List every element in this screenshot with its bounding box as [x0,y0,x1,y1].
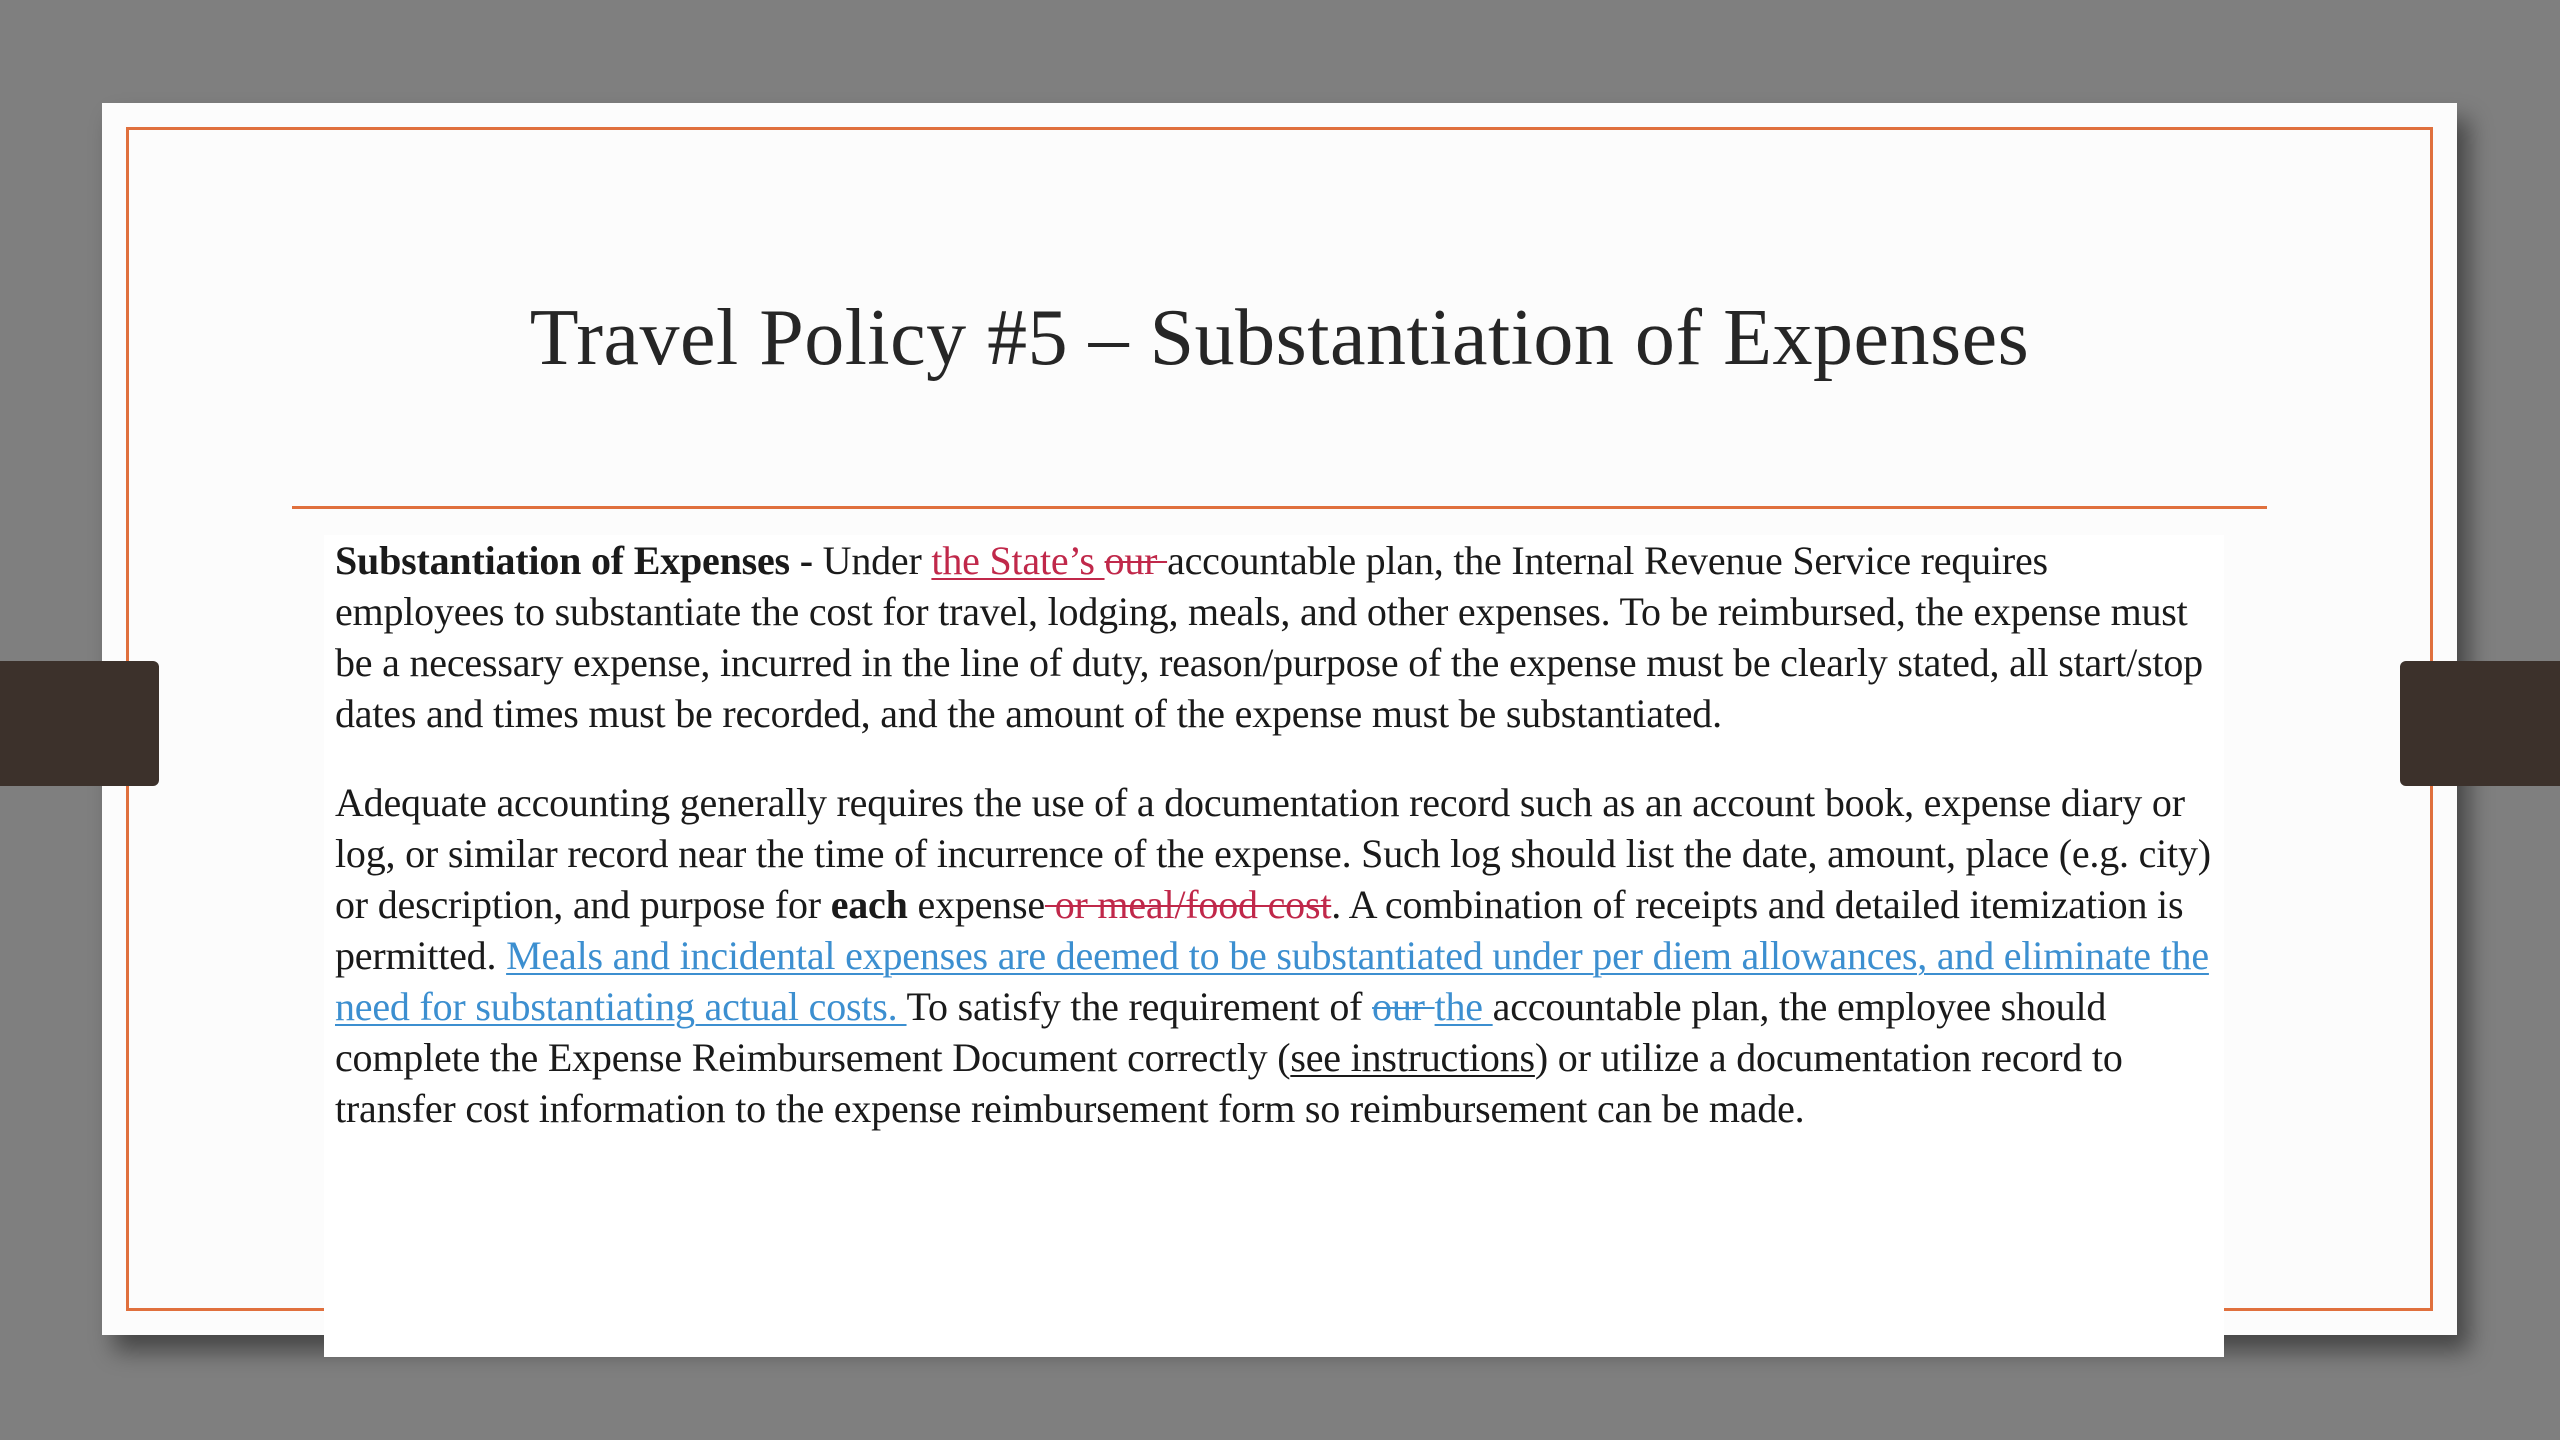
slide-title: Travel Policy #5 – Substantiation of Expenses [529,294,2030,382]
text-part-3: . A combination of receipts and detailed itemization is permitted. [335,882,2184,978]
see-instructions-link[interactable]: see instructions [1290,1035,1535,1080]
inserted-text-states: the State’s [931,538,1105,583]
paragraph-heading: Substantiation of Expenses - [335,538,813,583]
text-part-5: accountable plan, the employee should complete the Expense Reimbursement Document correctly ( [335,984,2107,1080]
deleted-text-meal-cost: or meal/food cost [1044,882,1332,927]
text-part-2: expense [907,882,1045,927]
paragraph-substantiation [335,535,2214,739]
text-part-1: Adequate accounting generally requires the use of a documentation record such as an account book, expense diary or log, or similar record near the time of incurrence of the expense. Such log should list the date, amount, place (e.g. city) or description, and purpose for [335,780,2211,927]
text-part-4: To satisfy the requirement of [906,984,1373,1029]
right-side-tab [2400,661,2560,786]
deleted-text-our: our [1104,538,1168,583]
text-under: Under [812,538,932,583]
deleted-text-our-2: our [1372,984,1435,1029]
left-side-tab [0,661,159,786]
paragraph-body: accountable plan, the Internal Revenue Service requires employees to substantiate the cost for travel, lodging, meals, and other expenses. To be reimbursed, the expense must be a necessary expense, incurred in the line of duty, reason/purpose of the expense must be clearly stated, all start/stop dates and times must be recorded, and the amount of the expense must be substantiated. [335,538,2203,736]
paragraph-adequate-accounting [335,777,2214,1134]
text-part-6: ) or utilize a documentation record to transfer cost information to the expense reimbursement form so reimbursement can be made. [335,1035,2123,1131]
slide [102,103,2457,1335]
policy-document-excerpt [324,535,2224,1357]
bold-each: each [830,882,908,927]
inserted-text-per-diem: Meals and incidental expenses are deemed to be substantiated under per diem allowances, and eliminate the need for substantiating actual costs. [335,933,2209,1029]
inserted-text-the: the [1434,984,1493,1029]
title-divider [292,506,2267,509]
